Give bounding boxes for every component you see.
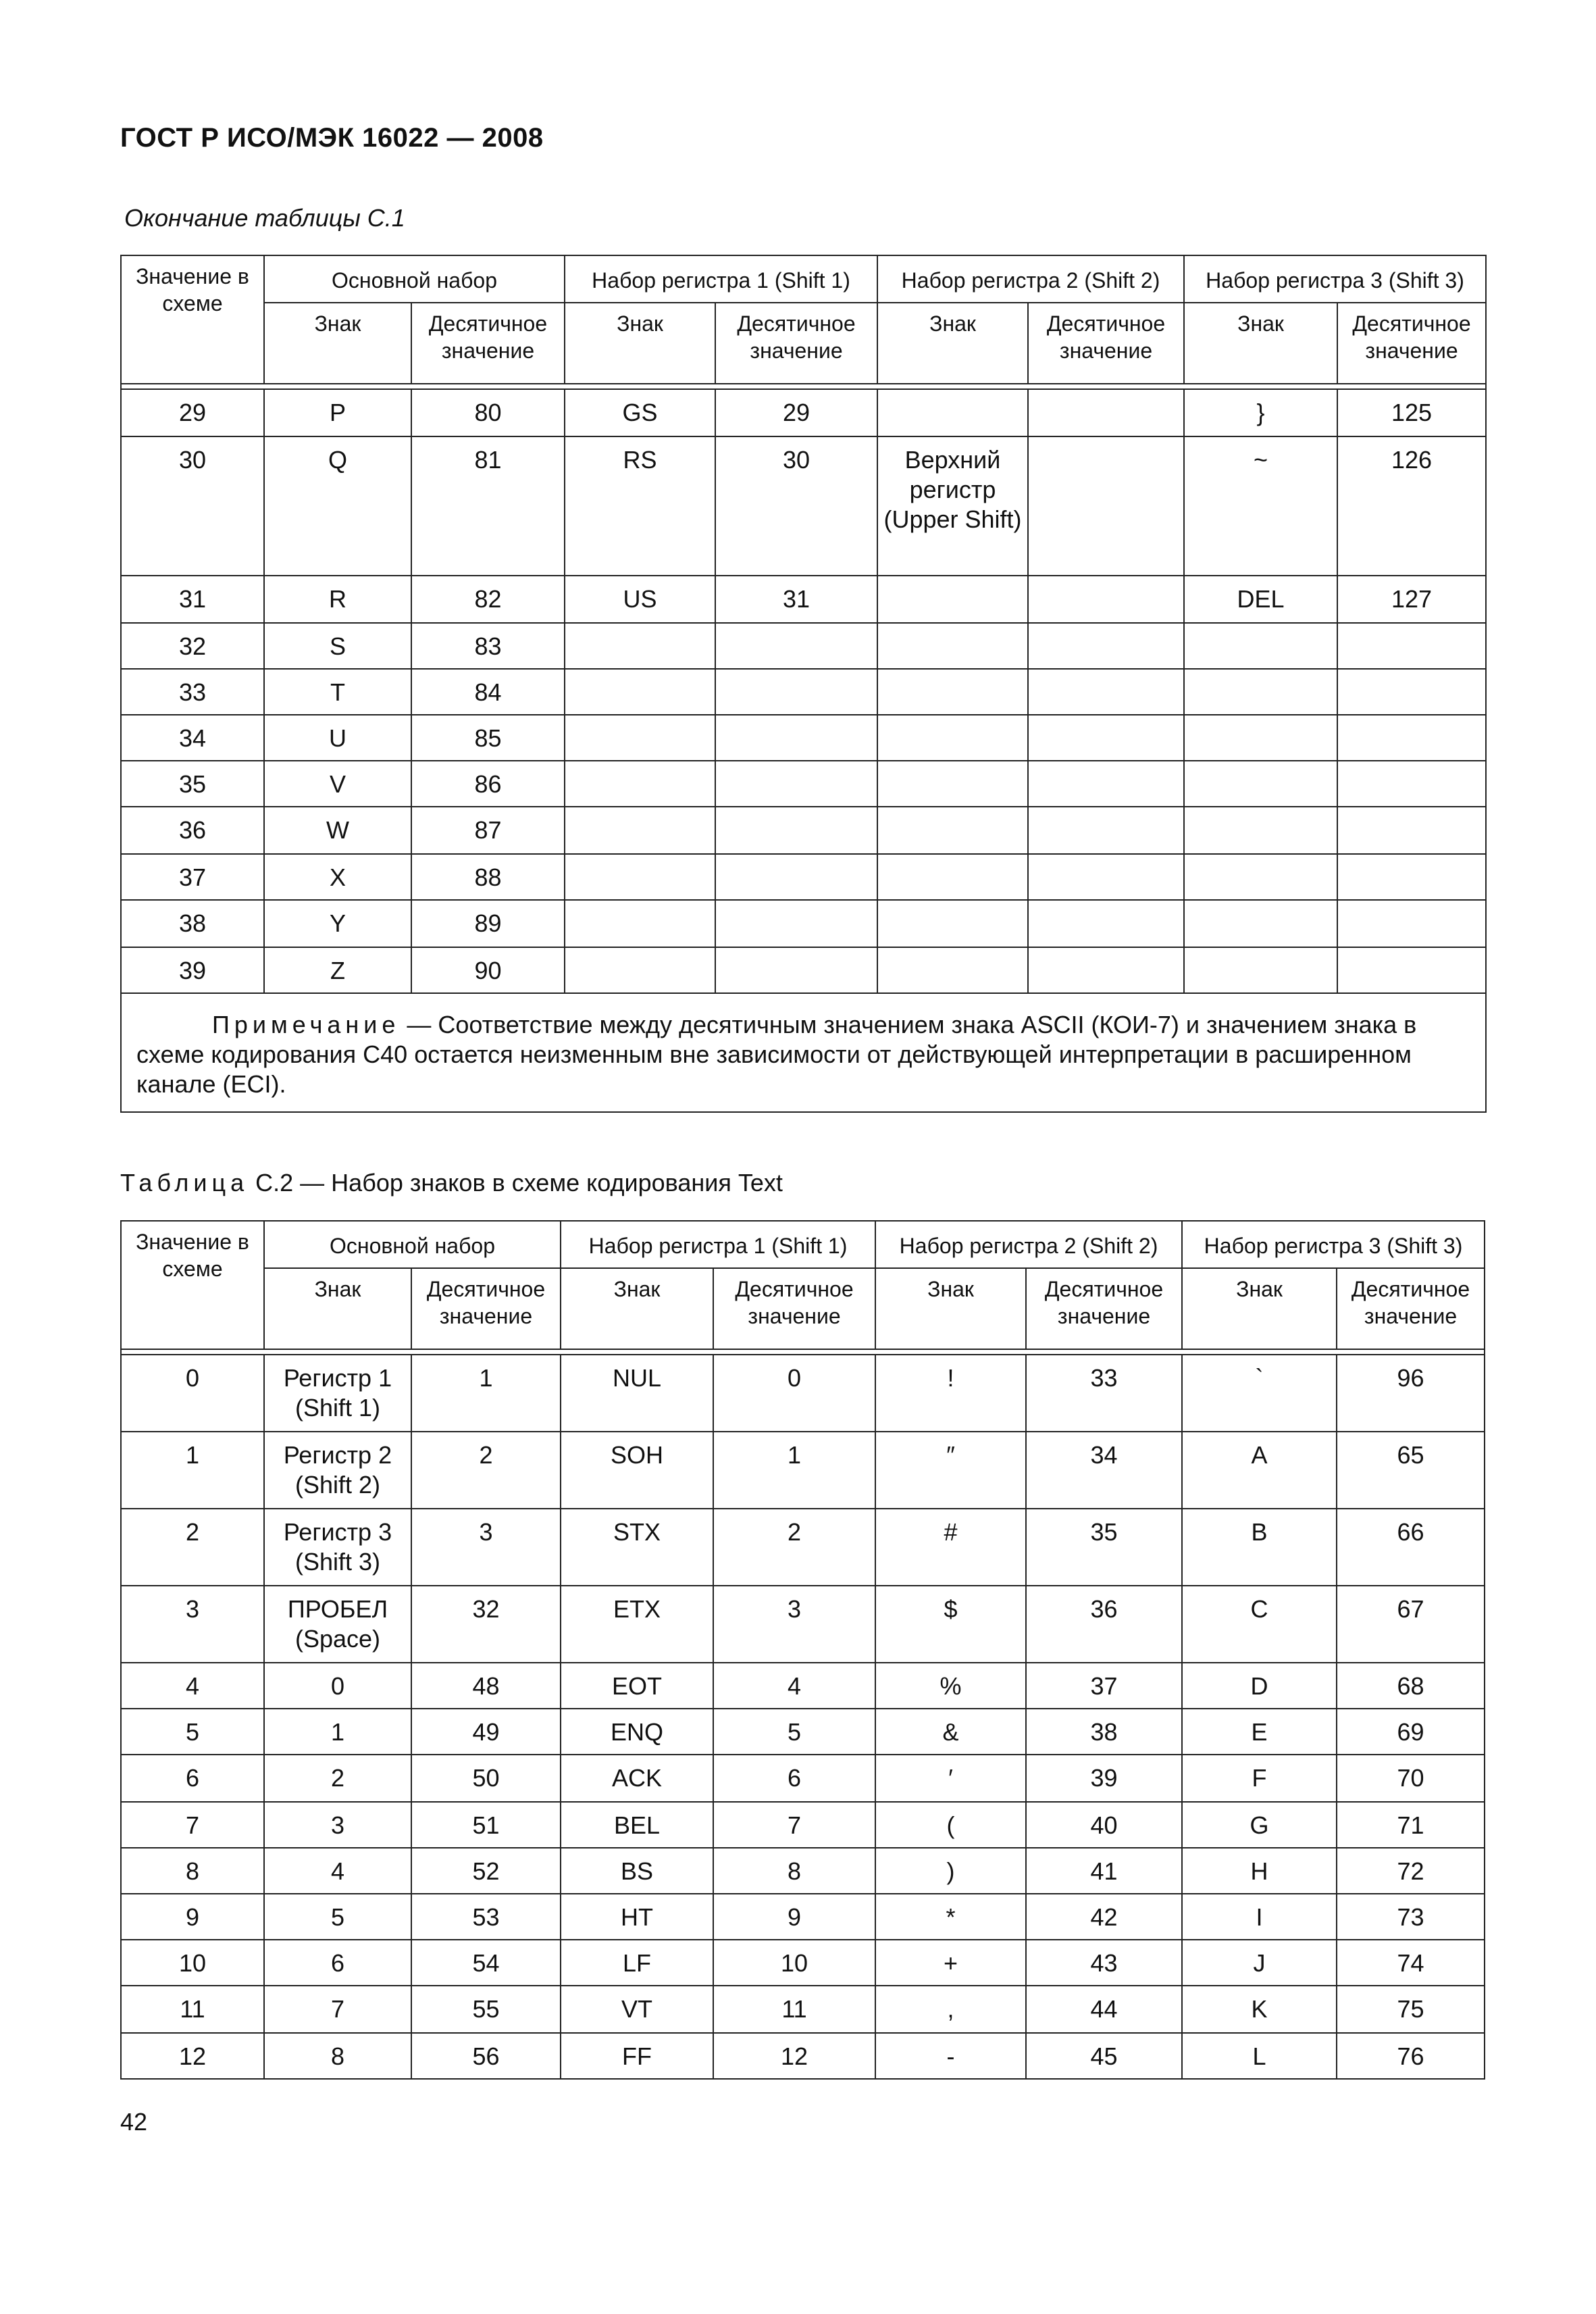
table-cell	[715, 900, 877, 947]
table-cell: 5	[121, 1709, 264, 1755]
table-row	[121, 715, 1486, 761]
table-cell	[1028, 761, 1184, 807]
table-cell	[1028, 807, 1184, 854]
header-shift3-set: Набор регистра 3 (Shift 3)	[1184, 255, 1486, 303]
table-cell	[1028, 389, 1184, 436]
table-row	[121, 669, 1486, 715]
table-cell	[1028, 947, 1184, 993]
table-cell: 29	[715, 389, 877, 436]
table-cell: B	[1182, 1509, 1337, 1586]
table-cell: 68	[1337, 1663, 1485, 1709]
table-row	[121, 1432, 1485, 1509]
table-cell	[877, 389, 1028, 436]
table-cell	[877, 761, 1028, 807]
table-cell: 53	[411, 1894, 561, 1940]
table-row	[121, 1986, 1485, 2033]
table-cell: 32	[411, 1586, 561, 1663]
table-cell: DEL	[1184, 576, 1337, 623]
table-cell: 36	[1026, 1586, 1182, 1663]
table-cell: 56	[411, 2033, 561, 2079]
table-cell: F	[1182, 1755, 1337, 1802]
table-cell: ETX	[561, 1586, 713, 1663]
table-cell: 12	[121, 2033, 264, 2079]
table-cell	[565, 715, 715, 761]
table-cell: A	[1182, 1432, 1337, 1509]
table-cell: 3	[411, 1509, 561, 1586]
header-separator	[121, 384, 1486, 389]
table-row	[121, 1509, 1485, 1586]
table-cell: -	[875, 2033, 1026, 2079]
table-cell: EOT	[561, 1663, 713, 1709]
table-cell: 42	[1026, 1894, 1182, 1940]
table-cell: J	[1182, 1940, 1337, 1986]
table-cell: Верхний регистр (Upper Shift)	[877, 436, 1028, 576]
table-cell: 76	[1337, 2033, 1485, 2079]
table-cell: 3	[264, 1802, 411, 1848]
subheader-sign: Знак	[875, 1268, 1026, 1349]
table-cell: 10	[713, 1940, 875, 1986]
table-c2-text-charset	[120, 1220, 1485, 2080]
table-cell	[877, 623, 1028, 669]
subheader-sign: Знак	[877, 303, 1028, 384]
table-cell: 4	[121, 1663, 264, 1709]
table-cell	[565, 807, 715, 854]
table-cell: 0	[264, 1663, 411, 1709]
table-cell: 44	[1026, 1986, 1182, 2033]
table-cell: 74	[1337, 1940, 1485, 1986]
table-cell: ACK	[561, 1755, 713, 1802]
table-cell	[715, 761, 877, 807]
table-cell	[1028, 623, 1184, 669]
table-cell: 5	[713, 1709, 875, 1755]
table-cell: STX	[561, 1509, 713, 1586]
table-cell: 11	[121, 1986, 264, 2033]
table-cell	[1337, 900, 1486, 947]
table-cell	[1184, 900, 1337, 947]
table-cell: FF	[561, 2033, 713, 2079]
table-cell: 31	[121, 576, 264, 623]
table-cell: X	[264, 854, 411, 900]
table-cell: BS	[561, 1848, 713, 1894]
table-cell: &	[875, 1709, 1026, 1755]
table-cell: 45	[1026, 2033, 1182, 2079]
table-cell	[1184, 669, 1337, 715]
table-cell: G	[1182, 1802, 1337, 1848]
table2-header	[121, 1221, 1485, 1355]
subheader-sign: Знак	[561, 1268, 713, 1349]
table-cell: 30	[121, 436, 264, 576]
table-cell: E	[1182, 1709, 1337, 1755]
table-cell: 1	[121, 1432, 264, 1509]
table-cell: I	[1182, 1894, 1337, 1940]
table-cell: 81	[411, 436, 565, 576]
table-cell: ~	[1184, 436, 1337, 576]
table-cell	[877, 854, 1028, 900]
table-cell: 66	[1337, 1509, 1485, 1586]
table-row	[121, 900, 1486, 947]
table-cell: 11	[713, 1986, 875, 2033]
table-cell: BEL	[561, 1802, 713, 1848]
table-cell	[715, 807, 877, 854]
table-cell	[877, 576, 1028, 623]
note-text: — Соответствие между десятичным значением знака ASCII (КОИ-7) и значением знака в схеме кодирования С40 остается неизменным вне зависимости от действующей интерпретации в расширенном канале (ECI).	[136, 1011, 1417, 1098]
table-cell: 32	[121, 623, 264, 669]
table-row	[121, 1663, 1485, 1709]
header-shift2-set: Набор регистра 2 (Shift 2)	[877, 255, 1184, 303]
table-cell	[1337, 947, 1486, 993]
header-basic-set: Основной набор	[264, 255, 565, 303]
table-cell: 29	[121, 389, 264, 436]
table-cell: W	[264, 807, 411, 854]
table2-caption	[120, 1169, 783, 1197]
table-cell: Z	[264, 947, 411, 993]
table-cell: R	[264, 576, 411, 623]
table-cell: 38	[121, 900, 264, 947]
table-row	[121, 436, 1486, 576]
table-row	[121, 2033, 1485, 2079]
header-value-in-scheme: Значение в схеме	[121, 1221, 264, 1349]
table-cell: 30	[715, 436, 877, 576]
table-cell	[1337, 623, 1486, 669]
header-shift3-set: Набор регистра 3 (Shift 3)	[1182, 1221, 1485, 1268]
table-row	[121, 623, 1486, 669]
table-cell	[1028, 669, 1184, 715]
table2-caption-text: С.2 — Набор знаков в схеме кодирования Text	[249, 1169, 783, 1197]
subheader-decimal: Десятичное значение	[1028, 303, 1184, 384]
table-cell: ,	[875, 1986, 1026, 2033]
header-shift1-set: Набор регистра 1 (Shift 1)	[561, 1221, 875, 1268]
table-cell: 75	[1337, 1986, 1485, 2033]
table-cell: 72	[1337, 1848, 1485, 1894]
table-cell: 35	[121, 761, 264, 807]
table-cell	[715, 715, 877, 761]
table-cell: 3	[121, 1586, 264, 1663]
table-cell: 1	[713, 1432, 875, 1509]
table-cell	[1028, 900, 1184, 947]
header-shift2-set: Набор регистра 2 (Shift 2)	[875, 1221, 1182, 1268]
table-cell	[877, 947, 1028, 993]
table-cell: K	[1182, 1986, 1337, 2033]
table-cell: 33	[1026, 1355, 1182, 1432]
table-cell: 43	[1026, 1940, 1182, 1986]
table-cell	[715, 947, 877, 993]
subheader-sign: Знак	[1182, 1268, 1337, 1349]
table-cell	[1028, 436, 1184, 576]
table-cell: 1	[411, 1355, 561, 1432]
table-cell: 127	[1337, 576, 1486, 623]
table-cell	[715, 669, 877, 715]
table-cell: 7	[713, 1802, 875, 1848]
table-cell: 6	[264, 1940, 411, 1986]
header-value-in-scheme: Значение в схеме	[121, 255, 264, 384]
table-cell: 70	[1337, 1755, 1485, 1802]
table-cell: 9	[121, 1894, 264, 1940]
table-cell: 0	[121, 1355, 264, 1432]
header-separator	[121, 1349, 1485, 1355]
table-cell: 40	[1026, 1802, 1182, 1848]
table-cell: (	[875, 1802, 1026, 1848]
table-row	[121, 807, 1486, 854]
table-cell: 37	[121, 854, 264, 900]
table-cell: U	[264, 715, 411, 761]
table-cell: 84	[411, 669, 565, 715]
table-cell: 51	[411, 1802, 561, 1848]
table-cell: 8	[713, 1848, 875, 1894]
header-basic-set: Основной набор	[264, 1221, 561, 1268]
table-cell: 96	[1337, 1355, 1485, 1432]
table-row	[121, 947, 1486, 993]
table1-body	[121, 389, 1486, 993]
table-cell	[715, 854, 877, 900]
table-cell	[1028, 715, 1184, 761]
table-row	[121, 389, 1486, 436]
table-cell: NUL	[561, 1355, 713, 1432]
table-cell: 73	[1337, 1894, 1485, 1940]
table-cell: SOH	[561, 1432, 713, 1509]
table-cell: V	[264, 761, 411, 807]
table-c1-continuation	[120, 255, 1487, 1113]
table-cell	[565, 623, 715, 669]
table-cell: 2	[264, 1755, 411, 1802]
table-cell	[565, 761, 715, 807]
subheader-decimal: Десятичное значение	[411, 303, 565, 384]
table-cell: Регистр 1 (Shift 1)	[264, 1355, 411, 1432]
table-cell: 6	[121, 1755, 264, 1802]
table-cell: 52	[411, 1848, 561, 1894]
table-row	[121, 1940, 1485, 1986]
table-cell: L	[1182, 2033, 1337, 2079]
table-cell	[1184, 715, 1337, 761]
table-cell: 126	[1337, 436, 1486, 576]
table-cell: 48	[411, 1663, 561, 1709]
table-cell	[877, 807, 1028, 854]
table-cell	[715, 623, 877, 669]
subheader-decimal: Десятичное значение	[1026, 1268, 1182, 1349]
table-cell: 39	[121, 947, 264, 993]
table-cell: 82	[411, 576, 565, 623]
table-row	[121, 761, 1486, 807]
table-cell: 36	[121, 807, 264, 854]
table-cell: 80	[411, 389, 565, 436]
table-cell: Y	[264, 900, 411, 947]
table-cell	[565, 669, 715, 715]
table-cell: 85	[411, 715, 565, 761]
table1-caption: Окончание таблицы С.1	[124, 204, 405, 232]
table-cell: RS	[565, 436, 715, 576]
table-cell	[1337, 761, 1486, 807]
table-cell: T	[264, 669, 411, 715]
table-cell: ″	[875, 1432, 1026, 1509]
table-cell: 12	[713, 2033, 875, 2079]
table-cell: 2	[121, 1509, 264, 1586]
table-row	[121, 1802, 1485, 1848]
table-cell: ′	[875, 1755, 1026, 1802]
subheader-decimal: Десятичное значение	[1337, 1268, 1485, 1349]
table-cell: 50	[411, 1755, 561, 1802]
table-cell	[1184, 947, 1337, 993]
table-row	[121, 1355, 1485, 1432]
table-cell: }	[1184, 389, 1337, 436]
table-cell	[1337, 854, 1486, 900]
table-cell	[1337, 807, 1486, 854]
table-cell	[1028, 576, 1184, 623]
table-cell: #	[875, 1509, 1026, 1586]
subheader-sign: Знак	[264, 1268, 411, 1349]
table-row	[121, 1848, 1485, 1894]
table-cell: 4	[264, 1848, 411, 1894]
table-cell	[1184, 761, 1337, 807]
subheader-decimal: Десятичное значение	[1337, 303, 1486, 384]
table-cell: Регистр 2 (Shift 2)	[264, 1432, 411, 1509]
table-cell: Регистр 3 (Shift 3)	[264, 1509, 411, 1586]
table-cell	[565, 900, 715, 947]
table-cell: 90	[411, 947, 565, 993]
table-cell: 7	[264, 1986, 411, 2033]
table-cell: 2	[411, 1432, 561, 1509]
table-cell: 86	[411, 761, 565, 807]
table-cell: 0	[713, 1355, 875, 1432]
table-cell: ENQ	[561, 1709, 713, 1755]
table-cell: VT	[561, 1986, 713, 2033]
table-cell: GS	[565, 389, 715, 436]
table1-footer	[121, 993, 1486, 1112]
table-cell: 9	[713, 1894, 875, 1940]
table-cell: %	[875, 1663, 1026, 1709]
table-row	[121, 1755, 1485, 1802]
table-cell: 1	[264, 1709, 411, 1755]
table-cell: 8	[121, 1848, 264, 1894]
table-cell: 54	[411, 1940, 561, 1986]
table-cell	[1184, 807, 1337, 854]
table-cell: 34	[1026, 1432, 1182, 1509]
table-cell	[877, 900, 1028, 947]
table-cell: 37	[1026, 1663, 1182, 1709]
table-cell: 34	[121, 715, 264, 761]
document-title: ГОСТ Р ИСО/МЭК 16022 — 2008	[120, 123, 544, 153]
table-cell: 5	[264, 1894, 411, 1940]
table-row	[121, 576, 1486, 623]
table-cell: $	[875, 1586, 1026, 1663]
table-cell: !	[875, 1355, 1026, 1432]
table-cell: 10	[121, 1940, 264, 1986]
table2-body	[121, 1355, 1485, 2079]
table-cell: LF	[561, 1940, 713, 1986]
table-cell: 67	[1337, 1586, 1485, 1663]
note-label: Примечание	[212, 1011, 401, 1038]
table-cell: 88	[411, 854, 565, 900]
table-cell: 71	[1337, 1802, 1485, 1848]
table1-header	[121, 255, 1486, 389]
table-row	[121, 1586, 1485, 1663]
table-cell: `	[1182, 1355, 1337, 1432]
table-cell: Q	[264, 436, 411, 576]
table-cell: ПРОБЕЛ (Space)	[264, 1586, 411, 1663]
table-cell: 89	[411, 900, 565, 947]
table-cell: 83	[411, 623, 565, 669]
table-cell	[565, 947, 715, 993]
table-cell: 2	[713, 1509, 875, 1586]
table-cell: *	[875, 1894, 1026, 1940]
table-cell: H	[1182, 1848, 1337, 1894]
subheader-decimal: Десятичное значение	[411, 1268, 561, 1349]
table-cell	[1028, 854, 1184, 900]
table-cell: 31	[715, 576, 877, 623]
table-row	[121, 1894, 1485, 1940]
table-cell: 41	[1026, 1848, 1182, 1894]
table-cell: S	[264, 623, 411, 669]
table-cell: D	[1182, 1663, 1337, 1709]
header-shift1-set: Набор регистра 1 (Shift 1)	[565, 255, 877, 303]
table-cell: 125	[1337, 389, 1486, 436]
table1-note	[121, 993, 1486, 1112]
table-cell	[1184, 854, 1337, 900]
table-cell: 65	[1337, 1432, 1485, 1509]
table-cell: 69	[1337, 1709, 1485, 1755]
table-cell	[1184, 623, 1337, 669]
table-cell: +	[875, 1940, 1026, 1986]
table-cell: 4	[713, 1663, 875, 1709]
subheader-decimal: Десятичное значение	[715, 303, 877, 384]
table-cell: C	[1182, 1586, 1337, 1663]
table-cell: 3	[713, 1586, 875, 1663]
table-row	[121, 854, 1486, 900]
table-cell: )	[875, 1848, 1026, 1894]
table-cell: 7	[121, 1802, 264, 1848]
table-cell: HT	[561, 1894, 713, 1940]
table-cell	[1337, 669, 1486, 715]
table-cell: US	[565, 576, 715, 623]
page-number: 42	[120, 2108, 148, 2136]
table-cell: 35	[1026, 1509, 1182, 1586]
table-cell: 39	[1026, 1755, 1182, 1802]
table-cell: P	[264, 389, 411, 436]
table-cell: 55	[411, 1986, 561, 2033]
table-cell	[877, 669, 1028, 715]
table-cell: 6	[713, 1755, 875, 1802]
table2-caption-label: Таблица	[120, 1169, 249, 1197]
table-cell	[1337, 715, 1486, 761]
subheader-sign: Знак	[264, 303, 411, 384]
table-cell: 38	[1026, 1709, 1182, 1755]
subheader-sign: Знак	[565, 303, 715, 384]
subheader-sign: Знак	[1184, 303, 1337, 384]
table-cell: 87	[411, 807, 565, 854]
table-cell	[877, 715, 1028, 761]
table-cell: 49	[411, 1709, 561, 1755]
table-cell: 33	[121, 669, 264, 715]
table-cell	[565, 854, 715, 900]
subheader-decimal: Десятичное значение	[713, 1268, 875, 1349]
table-row	[121, 1709, 1485, 1755]
table-cell: 8	[264, 2033, 411, 2079]
